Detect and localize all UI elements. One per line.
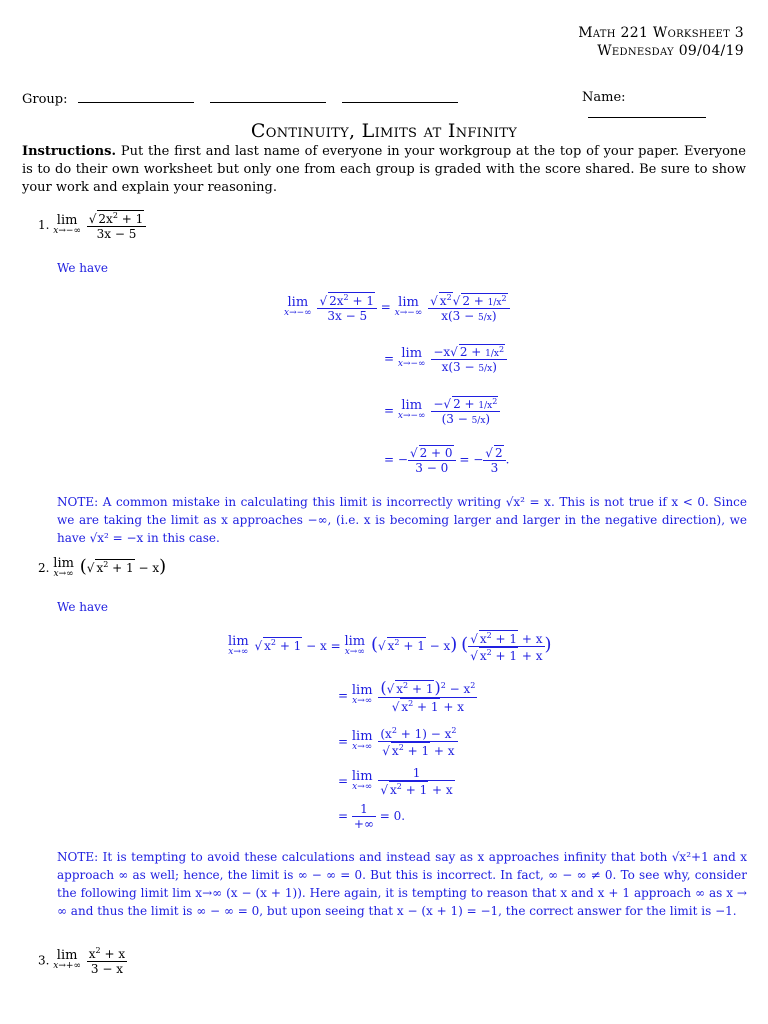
problem-1-statement: 1. lim x→−∞ $\frac{√ 2x^2 + 1}{3x - 5}$ [38,210,146,241]
problem-number: 2. [38,561,50,575]
worksheet-title: Continuity, Limits at Infinity [250,120,518,142]
header-block [578,24,744,60]
problem-1-derivation: lim x→−∞ $\frac{√ 2x^2 + 1}{3x - 5}$ = lim x→−∞ $\frac{√ x^2√ 2 + 1/x^2}{x(3 - 5/x)}$ = lim x→−∞ $\frac{-x√ 2 + 1/x^2}{x(3 - 5/x)}$ = lim x→−∞ $\frac{-√ 2 + 1/x^2}{(3 - 5/x)}$ = − $\frac{√ 2 + 0}{3 - 0}$ = − $\frac{√ 2}{3}$ . [284,293,510,475]
group-member-blank-3[interactable] [342,90,458,103]
group-name-row [22,90,746,107]
problem-2-note: NOTE: It is tempting to avoid these calculations and instead say as x approaches infinity that both √x²+1 and x approach ∞ as well; hence, the limit is ∞ − ∞ = 0. But this is incorrect. In fact, ∞ − ∞ ≠ 0. To see why, consider the following limit lim x→∞ (x − (x + 1)). Here again, it is tempting to reason that x and x + 1 approach ∞ as x → ∞ and thus the limit is ∞ − ∞ = 0, but upon seeing that x − (x + 1) = −1, the correct answer for the limit is −1. [57,850,747,918]
name-label: Name: [582,90,626,105]
problem-3-statement: 3. lim x→+∞ $\frac{x^2 + x}{3 - x}$ [38,946,126,976]
instructions-text: Put the first and last name of everyone in your workgroup at the top of your paper. Everyone is to do their own worksheet but only one from each group is graded with the score shared. Be sure to show your work and explain your reasoning. [22,144,746,195]
course-title: Math 221 Worksheet 3 [578,25,744,41]
worksheet-date: Wednesday 09/04/19 [597,43,744,59]
problem-1-we-have: We have [57,261,109,275]
instructions [22,143,746,197]
problem-2-derivation: lim x→∞ √ $x^2 + 1 - x$ = lim x→∞ (√ $x^2 + 1 - x$) ( $\frac{√ x^2 + 1 + x}{√ x^2 + 1 + x}$ ) = lim x→∞ $\frac{(√ x^2 + 1)^2 - x^2}{√ x^2 + 1 + x}$ = lim x→∞ $\frac{(x^2 + 1) - x^2}{√ x^2 + 1 + x}$ = lim x→∞ $\frac{1}{√ x^2 + 1 + x}$ = $\frac{1}{+\infty}$ = 0. [228,631,552,831]
instructions-label: Instructions. [22,144,116,159]
problem-number: 3. [38,953,50,968]
problem-2-we-have: We have [57,600,109,614]
problem-number: 1. [38,218,50,232]
group-member-blank-2[interactable] [210,90,326,103]
name-blank[interactable] [588,105,706,118]
group-label: Group: [22,92,68,107]
problem-2-statement: 2. lim x→∞ (√ $x^2 + 1 - x$) [38,555,167,579]
group-member-blank-1[interactable] [78,90,194,103]
problem-1-note: NOTE: A common mistake in calculating this limit is incorrectly writing √x² = x. This is not true if x < 0. Since we are taking the limit as x approaches −∞, (i.e. x is becoming larger and larger in the negative direction), we have √x² = −x in this case. [57,495,747,545]
